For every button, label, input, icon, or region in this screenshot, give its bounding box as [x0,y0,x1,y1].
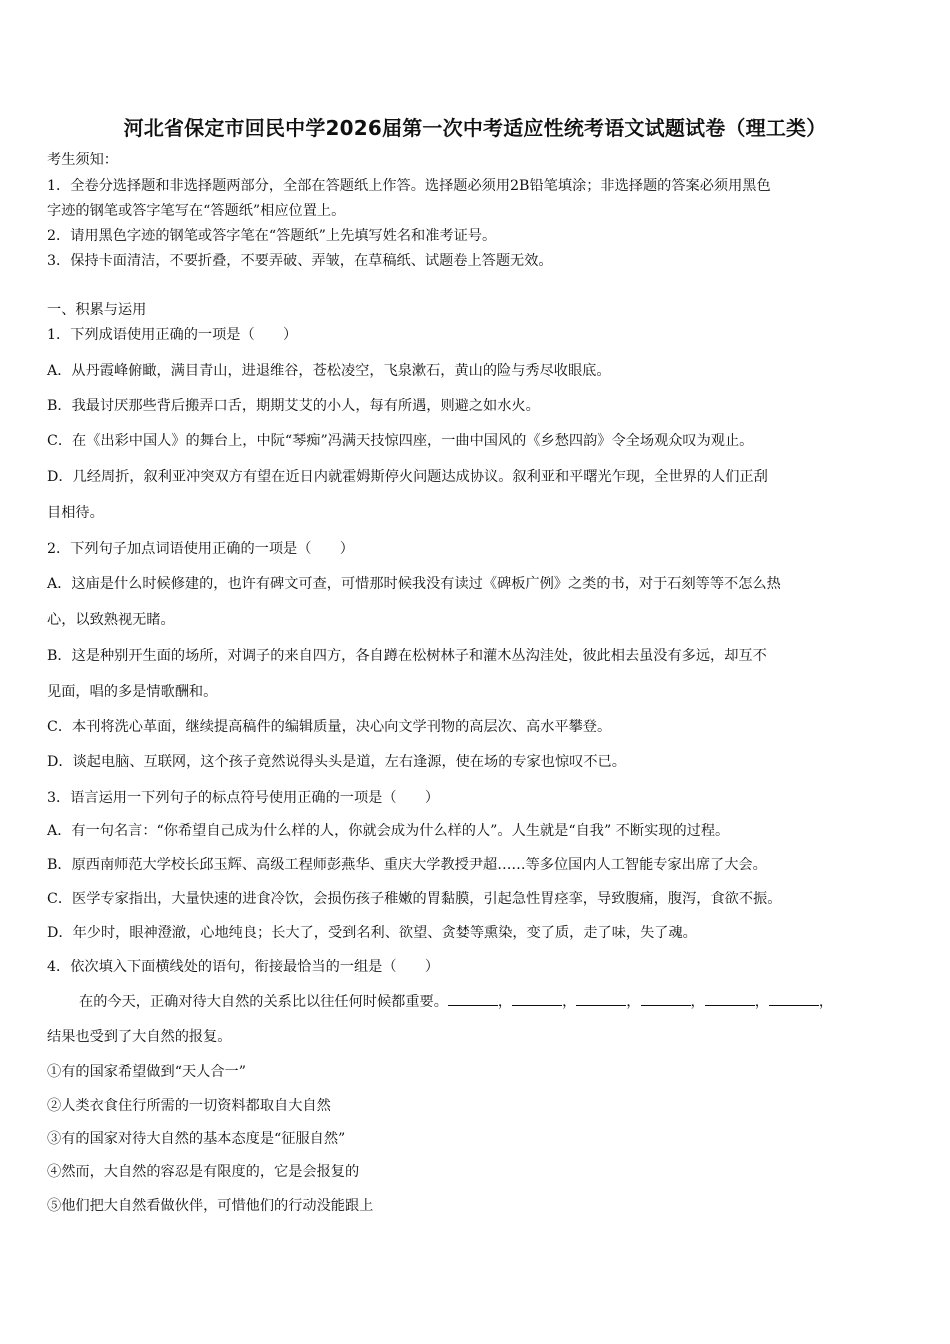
section-heading: 一、积累与运用 [47,302,147,318]
q1-option-a: A．从丹霞峰俯瞰，满目青山，进退维谷，苍松凌空，飞泉漱石，黄山的险与秀尽收眼底。 [47,363,611,379]
q4-separator: ， [754,994,769,1010]
q4-blank-5 [705,991,755,1006]
q4-item-1: ①有的国家希望做到“天人合一” [47,1064,246,1080]
q4-blank-3 [576,991,626,1006]
q1-option-c: C．在《出彩中国人》的舞台上，中阮“琴痴”冯满天技惊四座，一曲中国风的《乡愁四韵》令全场观众叹为观止。 [47,433,754,449]
notice-item-1: 1．全卷分选择题和非选择题两部分，全部在答题纸上作答。选择题必须用2B铅笔填涂；非选择题的答案必须用黑色 [47,178,771,194]
q4-passage-start: 在的今天，正确对待大自然的关系比以往任何时候都重要。 [79,994,448,1010]
q3-option-c: C．医学专家指出，大量快速的进食冷饮，会损伤孩子稚嫩的胃黏膜，引起急性胃痉挛，导致腹痛，腹泻，食欲不振。 [47,891,782,907]
q4-blank-4 [641,991,691,1006]
notice-heading: 考生须知： [47,152,118,168]
q4-separator: ， [626,994,641,1010]
exam-title: 河北省保定市回民中学2026届第一次中考适应性统考语文试题试卷（理工类） [123,116,827,140]
q4-separator: ， [690,994,705,1010]
q4-item-3: ③有的国家对待大自然的基本态度是“征服自然” [47,1131,346,1147]
q3-option-d: D．年少时，眼神澄澈，心地纯良；长大了，受到名利、欲望、贪婪等熏染，变了质，走了味，失了魂。 [47,925,697,941]
q4-stem: 4．依次填入下面横线处的语句，衔接最恰当的一组是（ ） [47,959,440,975]
q4-blank-1 [448,991,498,1006]
q3-stem: 3．语言运用一下列句子的标点符号使用正确的一项是（ ） [47,790,440,806]
q3-option-b: B．原西南师范大学校长邱玉辉、高级工程师彭燕华、重庆大学教授尹超……等多位国内人工智能专家出席了大会。 [47,857,767,873]
q1-option-b: B．我最讨厌那些背后搬弄口舌，期期艾艾的小人，每有所遇，则避之如水火。 [47,398,540,414]
notice-item-1-cont: 字迹的钢笔或答字笔写在“答题纸”相应位置上。 [47,203,346,219]
q2-option-b: B．这是种别开生面的场所，对调子的来自四方，各自蹲在松树林子和灌木丛沟洼处，彼此相去虽没有多远，却互不 [47,648,767,664]
q4-item-4: ④然而，大自然的容忍是有限度的，它是会报复的 [47,1164,360,1180]
q4-blank-6 [769,991,819,1006]
q4-blank-2 [512,991,562,1006]
q4-passage [79,991,919,1012]
q2-option-d: D．谈起电脑、互联网，这个孩子竟然说得头头是道，左右逢源，使在场的专家也惊叹不已。 [47,754,626,770]
q1-stem: 1．下列成语使用正确的一项是（ ） [47,327,298,343]
q3-option-a: A．有一句名言：“你希望自己成为什么样的人，你就会成为什么样的人”。人生就是“自我” 不断实现的过程。 [47,823,730,839]
q4-separator: ， [497,994,513,1010]
q2-stem: 2．下列句子加点词语使用正确的一项是（ ） [47,541,354,557]
q1-option-d-cont: 目相待。 [47,505,104,521]
q4-separator: ， [562,994,577,1010]
q4-item-2: ②人类衣食住行所需的一切资料都取自大自然 [47,1098,331,1114]
q2-option-c: C．本刊将洗心革面，继续提高稿件的编辑质量，决心向文学刊物的高层次、高水平攀登。 [47,719,612,735]
q2-option-a: A．这庙是什么时候修建的，也许有碑文可查，可惜那时候我没有读过《碑板广例》之类的书，对于石刻等等不怎么热 [47,576,781,592]
notice-item-3: 3．保持卡面清洁，不要折叠，不要弄破、弄皱，在草稿纸、试题卷上答题无效。 [47,253,553,269]
notice-item-2: 2．请用黑色字迹的钢笔或答字笔在“答题纸”上先填写姓名和准考证号。 [47,228,497,244]
q4-passage-end: 结果也受到了大自然的报复。 [47,1029,232,1045]
q4-separator: ， [818,994,834,1010]
q2-option-a-cont: 心，以致熟视无睹。 [47,612,175,628]
q1-option-d: D．几经周折，叙利亚冲突双方有望在近日内就霍姆斯停火问题达成协议。叙利亚和平曙光乍现，全世界的人们正刮 [47,469,768,485]
q4-item-5: ⑤他们把大自然看做伙伴，可惜他们的行动没能跟上 [47,1198,374,1214]
q2-option-b-cont: 见面，唱的多是情歌酬和。 [47,684,218,700]
